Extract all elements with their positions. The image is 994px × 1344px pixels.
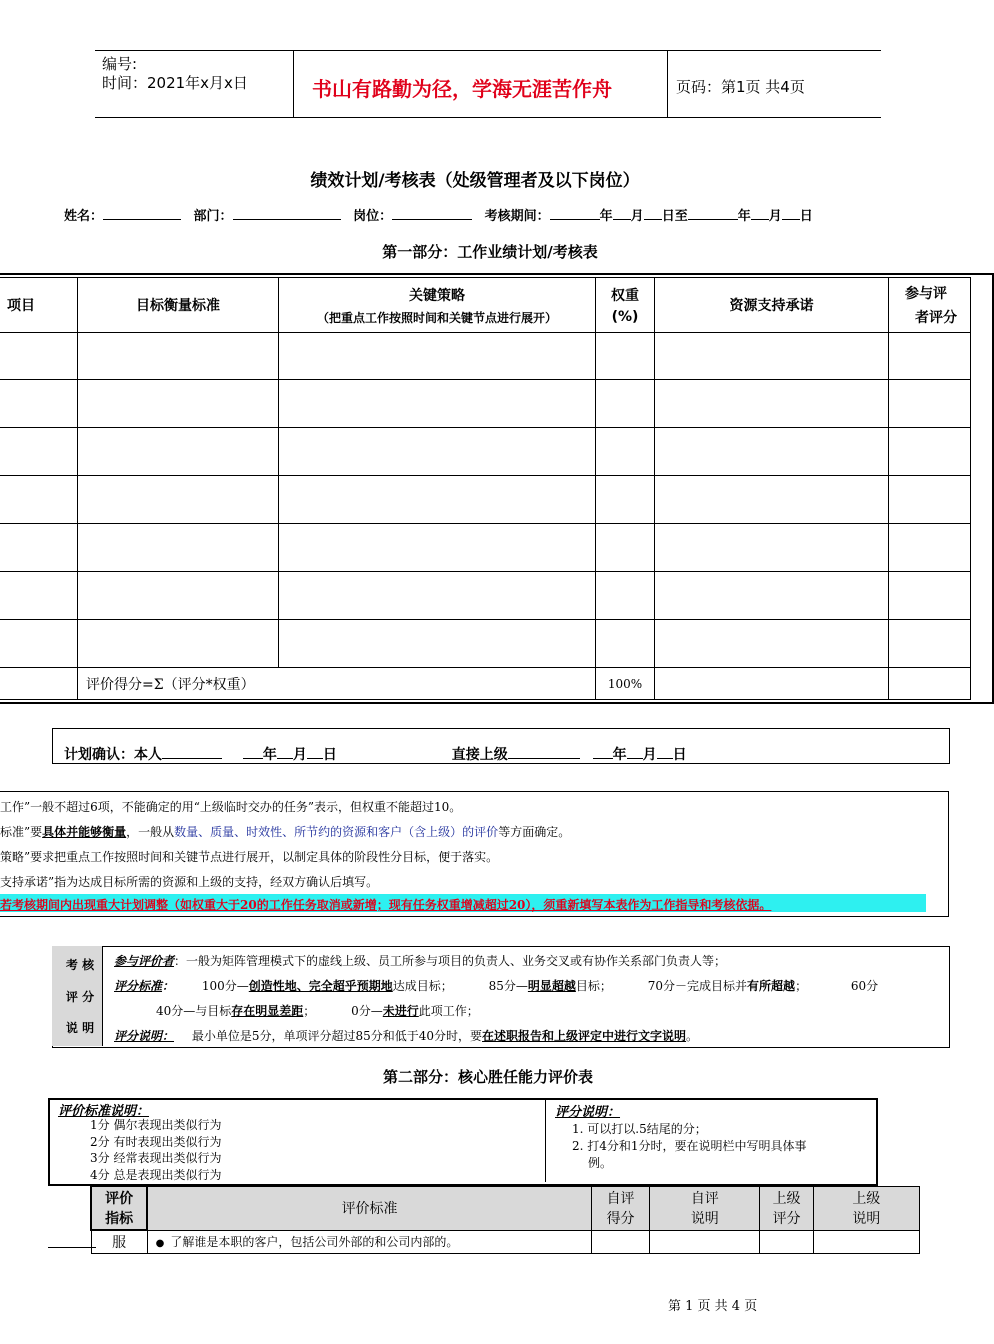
cell[interactable]	[655, 380, 889, 428]
cell[interactable]	[650, 1230, 760, 1254]
cell[interactable]	[279, 428, 596, 476]
participant-line: 参与评价者：一般为矩阵管理模式下的虚线上级、员工所参与项目的负责人、业务交叉或有协作关系部门负责人等；	[114, 954, 727, 968]
cell[interactable]	[889, 572, 971, 620]
table-row	[0, 524, 971, 572]
cell[interactable]	[655, 668, 889, 700]
standard-line: 评分标准： 100分—创造性地、完全超乎预期地达成目标； 85分—明显超越目标； 70分－完成目标并有所超越； 60分	[114, 979, 879, 993]
header-divider	[667, 50, 668, 117]
cell[interactable]	[889, 476, 971, 524]
cell[interactable]	[889, 380, 971, 428]
cell[interactable]	[655, 333, 889, 380]
note-3: 策略”要求把重点工作按照时间和关键节点进行展开，以制定具体的阶段性分目标，便于落实。	[0, 850, 499, 864]
cell[interactable]	[78, 380, 279, 428]
cell[interactable]	[596, 524, 655, 572]
standard-line-2: 40分—与目标存在明显差距； 0分—未进行此项工作；	[156, 1004, 479, 1018]
cell[interactable]	[0, 428, 78, 476]
right-notes	[572, 1121, 807, 1172]
col-self-score: 自评 得分	[591, 1186, 649, 1230]
note-4: 支持承诺”指为达成目标所需的资源和上级的支持，经双方确认后填写。	[0, 875, 379, 889]
bullet-icon: ●	[155, 1238, 165, 1250]
cell[interactable]	[889, 524, 971, 572]
col-eval-standard: 评价标准	[147, 1186, 591, 1230]
cell[interactable]	[78, 476, 279, 524]
cell[interactable]	[78, 620, 279, 668]
cell[interactable]	[591, 1230, 649, 1254]
performance-plan-table	[0, 277, 971, 700]
scoring-side-1: 考 核	[65, 958, 95, 972]
cell[interactable]	[655, 428, 889, 476]
info-line: 姓名： 部门： 岗位： 考核期间： 年 月 日至 年 月 日	[64, 209, 813, 224]
cell[interactable]	[596, 380, 655, 428]
cell[interactable]	[889, 620, 971, 668]
part1-title: 第一部分：工作业绩计划/考核表	[382, 243, 598, 261]
cell[interactable]	[279, 380, 596, 428]
table-row	[0, 428, 971, 476]
cell[interactable]	[78, 572, 279, 620]
col-sup-note: 上级 说明	[813, 1186, 919, 1230]
competency-header-row	[91, 1186, 920, 1230]
cell[interactable]	[813, 1230, 919, 1254]
table-header-row	[0, 278, 971, 333]
col-self-note: 自评 说明	[650, 1186, 760, 1230]
table-row	[0, 476, 971, 524]
note-2: 标准”要具体并能够衡量，一般从数量、质量、时效性、所节约的资源和客户（含上级）的评价等方面确定。	[0, 825, 571, 839]
number-label: 编号:	[102, 55, 138, 73]
level-item: 2分 有时表现出类似行为	[90, 1134, 222, 1149]
table-row	[0, 620, 971, 668]
cell[interactable]	[279, 476, 596, 524]
cell[interactable]	[78, 524, 279, 572]
cell[interactable]	[279, 333, 596, 380]
right-note: 2. 打4分和1分时，要在说明栏中写明具体事	[572, 1139, 807, 1153]
cell[interactable]	[0, 476, 78, 524]
levels-list	[90, 1117, 221, 1183]
cell[interactable]	[760, 1230, 813, 1254]
col-indicator: 评价 指标	[91, 1186, 147, 1230]
explain-line: 评分说明： 最小单位是5分，单项评分超过85分和低于40分时，要在述职报告和上级评定中进行文字说明。	[114, 1029, 699, 1043]
legend-divider	[545, 1100, 546, 1182]
note-5: 若考核期间内出现重大计划调整（如权重大于20的工作任务取消或新增；现有任务权重增减超过20），须重新填写本表作为工作指导和考核依据。	[0, 898, 772, 912]
header-top-rule	[95, 50, 881, 51]
scoring-side-3: 说 明	[65, 1021, 95, 1035]
cell[interactable]	[889, 668, 971, 700]
scoring-side-2: 评 分	[65, 990, 95, 1004]
cell[interactable]	[0, 524, 78, 572]
cell[interactable]	[596, 333, 655, 380]
cell[interactable]	[0, 572, 78, 620]
col-standard: 目标衡量标准	[78, 278, 279, 333]
cell[interactable]	[78, 428, 279, 476]
score-row	[0, 668, 971, 700]
cell[interactable]	[655, 620, 889, 668]
underline-rule	[48, 1247, 96, 1248]
note-1: 工作”一般不超过6项，不能确定的用“上级临时交办的任务”表示，但权重不能超过10。	[0, 800, 462, 814]
cell[interactable]	[0, 333, 78, 380]
right-note: 例。	[588, 1156, 613, 1170]
page-footer: 第 1 页 共 4 页	[668, 1299, 758, 1314]
score-weight: 100%	[596, 668, 655, 700]
col-strategy: 关键策略 （把重点工作按照时间和关键节点进行展开）	[279, 278, 596, 333]
table-row	[0, 380, 971, 428]
cell[interactable]	[655, 476, 889, 524]
part2-title: 第二部分：核心胜任能力评价表	[382, 1068, 593, 1086]
cell[interactable]	[889, 428, 971, 476]
header-divider	[293, 50, 294, 117]
cell[interactable]	[78, 333, 279, 380]
cell[interactable]	[0, 380, 78, 428]
legend-left-title: 评价标准说明：	[58, 1104, 150, 1119]
competency-row	[91, 1230, 920, 1254]
cell[interactable]	[596, 572, 655, 620]
col-weight: 权重 (%)	[596, 278, 655, 333]
cell[interactable]	[889, 333, 971, 380]
competency-table	[90, 1185, 920, 1254]
cell[interactable]	[279, 572, 596, 620]
header-bottom-rule	[95, 117, 881, 118]
page-label: 页码：第1页 共4页	[676, 78, 805, 96]
level-item: 1分 偶尔表现出类似行为	[90, 1118, 222, 1132]
row-standard: ● 了解谁是本职的客户，包括公司外部的和公司内部的。	[147, 1230, 591, 1254]
col-resource: 资源支持承诺	[655, 278, 889, 333]
cell[interactable]	[279, 524, 596, 572]
level-item: 4分 总是表现出类似行为	[90, 1167, 222, 1182]
cell[interactable]	[279, 620, 596, 668]
score-formula: 评价得分=Σ（评分*权重）	[78, 668, 596, 700]
table-row	[0, 333, 971, 380]
cell[interactable]	[596, 476, 655, 524]
time-label: 时间：2021年x月x日	[102, 74, 248, 92]
cell[interactable]	[596, 428, 655, 476]
col-item: 项目	[0, 278, 78, 333]
cell[interactable]	[655, 572, 889, 620]
confirm-line: 计划确认：本人 年 月 日 直接上级 年 月 日	[64, 747, 687, 763]
right-note: 1. 可以打以.5结尾的分；	[572, 1122, 707, 1136]
motto: 书山有路勤为径，学海无涯苦作舟	[312, 77, 612, 101]
cell[interactable]	[0, 620, 78, 668]
level-item: 3分 经常表现出类似行为	[90, 1151, 222, 1165]
table-row	[0, 572, 971, 620]
col-sup-score: 上级 评分	[760, 1186, 813, 1230]
cell[interactable]	[655, 524, 889, 572]
cell[interactable]	[596, 620, 655, 668]
legend-right-title: 评分说明：	[555, 1105, 621, 1120]
page-title: 绩效计划/考核表（处级管理者及以下岗位）	[310, 171, 640, 191]
col-participant: 参与评 者评分	[889, 278, 971, 333]
row-indicator: 服	[91, 1230, 147, 1254]
